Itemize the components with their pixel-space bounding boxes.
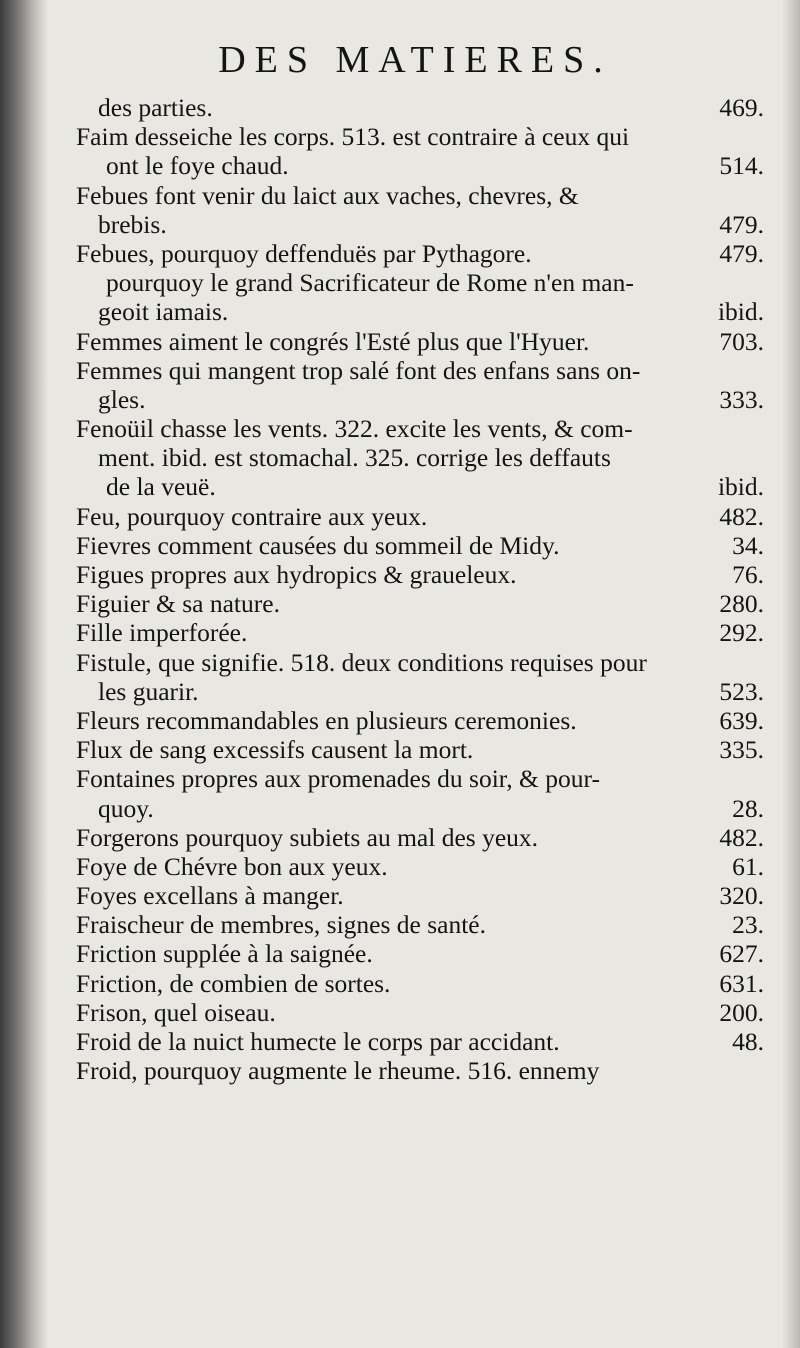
index-entries xyxy=(76,93,764,1085)
page-reference: 514. xyxy=(719,151,764,181)
index-line xyxy=(76,969,764,998)
index-line xyxy=(76,502,764,531)
entry-text: Fontaines propres aux promenades du soir, & pour- xyxy=(76,764,600,794)
index-line xyxy=(76,268,764,297)
index-line xyxy=(76,881,764,910)
entry-text: Fraischeur de membres, signes de santé. xyxy=(76,910,487,940)
entry-text: Fenoüil chasse les vents. 322. excite les vents, & com- xyxy=(76,414,633,444)
entry-text: brebis. xyxy=(98,209,167,239)
page-reference: 627. xyxy=(719,939,764,969)
index-line xyxy=(76,677,764,706)
index-line xyxy=(76,327,764,356)
index-line xyxy=(76,706,764,735)
entry-text: gles. xyxy=(98,384,146,414)
page-reference: 631. xyxy=(719,968,764,998)
page-reference: 34. xyxy=(732,530,764,560)
index-line xyxy=(76,385,764,414)
index-line xyxy=(76,443,764,472)
entry-text: Froid de la nuict humecte le corps par accidant. xyxy=(76,1027,560,1056)
page-reference: 639. xyxy=(719,705,764,735)
entry-text: de la veuë. xyxy=(106,472,216,502)
page-reference: 76. xyxy=(732,560,764,589)
page-reference: 200. xyxy=(719,997,764,1027)
page-reference: 23. xyxy=(732,910,764,940)
index-line xyxy=(76,648,764,677)
index-line xyxy=(76,560,764,589)
entry-text: Friction supplée à la saignée. xyxy=(76,939,373,969)
page-reference: 523. xyxy=(719,676,764,706)
entry-text: ment. ibid. est stomachal. 325. corrige les deffauts xyxy=(98,443,611,473)
entry-text: Fleurs recommandables en plusieurs ceremonies. xyxy=(76,705,577,735)
entry-text: Foyes excellans à manger. xyxy=(76,881,344,911)
index-line xyxy=(76,122,764,151)
entry-text: Froid, pourquoy augmente le rheume. 516. ennemy xyxy=(76,1056,600,1086)
index-line xyxy=(76,852,764,881)
entry-text: Frison, quel oiseau. xyxy=(76,997,276,1027)
page-reference: ibid. xyxy=(717,472,764,502)
entry-text: Fistule, que signifie. 518. deux conditions requises pour xyxy=(76,647,647,677)
index-line xyxy=(76,151,764,180)
index-line xyxy=(76,589,764,618)
index-line xyxy=(76,823,764,852)
index-line xyxy=(76,93,764,122)
index-line xyxy=(76,998,764,1027)
entry-text: Flux de sang excessifs causent la mort. xyxy=(76,735,474,765)
page-reference: 28. xyxy=(732,793,764,823)
page-reference: 280. xyxy=(719,589,764,619)
entry-text: quoy. xyxy=(98,793,154,823)
index-line xyxy=(76,239,764,268)
entry-text: Febues, pourquoy deffenduës par Pythagore. xyxy=(76,238,532,268)
entry-text: Foye de Chévre bon aux yeux. xyxy=(76,851,388,881)
entry-text: Friction, de combien de sortes. xyxy=(76,968,391,998)
page-header: DES MATIERES. xyxy=(218,39,612,81)
entry-text: Fievres comment causées du sommeil de Midy. xyxy=(76,530,560,560)
page-reference: 703. xyxy=(719,326,764,356)
page-reference: 335. xyxy=(719,735,764,765)
entry-text: Forgerons pourquoy subiets au mal des yeux. xyxy=(76,822,539,852)
index-line xyxy=(76,794,764,823)
index-line xyxy=(76,181,764,210)
page-reference: 482. xyxy=(719,501,764,531)
entry-text: Faim desseiche les corps. 513. est contraire à ceux qui xyxy=(76,122,630,152)
entry-text: pourquoy le grand Sacrificateur de Rome n'en man- xyxy=(106,268,634,298)
index-line xyxy=(76,910,764,939)
index-line xyxy=(76,735,764,764)
page-reference: ibid. xyxy=(717,297,764,327)
page-reference: 48. xyxy=(732,1027,764,1056)
index-line xyxy=(76,1056,764,1085)
entry-text: Femmes aiment le congrés l'Esté plus que l'Hyuer. xyxy=(76,326,590,356)
page-reference: 479. xyxy=(719,238,764,268)
index-line xyxy=(76,356,764,385)
index-line xyxy=(76,210,764,239)
page-reference: 333. xyxy=(719,384,764,414)
index-line xyxy=(76,1027,764,1056)
entry-text: Figuier & sa nature. xyxy=(76,589,280,619)
entry-text: Feu, pourquoy contraire aux yeux. xyxy=(76,501,428,531)
entry-text: Femmes qui mangent trop salé font des enfans sans on- xyxy=(76,355,641,385)
entry-text: Figues propres aux hydropics & graueleux. xyxy=(76,560,517,589)
page-reference: 469. xyxy=(719,93,764,122)
index-line xyxy=(76,939,764,968)
index-line xyxy=(76,414,764,443)
index-line xyxy=(76,297,764,326)
entry-text: Fille imperforée. xyxy=(76,618,248,648)
entry-text: geoit iamais. xyxy=(98,297,229,327)
page-reference: 292. xyxy=(719,618,764,648)
entry-text: les guarir. xyxy=(98,676,199,706)
entry-text: Febues font venir du laict aux vaches, chevres, & xyxy=(76,180,579,210)
entry-text: des parties. xyxy=(98,93,213,122)
index-line xyxy=(76,531,764,560)
index-line xyxy=(76,472,764,501)
entry-text: ont le foye chaud. xyxy=(106,151,289,181)
index-line xyxy=(76,618,764,647)
page-reference: 482. xyxy=(719,822,764,852)
index-line xyxy=(76,764,764,793)
page-reference: 479. xyxy=(719,209,764,239)
page-reference: 320. xyxy=(719,881,764,911)
page-reference: 61. xyxy=(732,851,764,881)
